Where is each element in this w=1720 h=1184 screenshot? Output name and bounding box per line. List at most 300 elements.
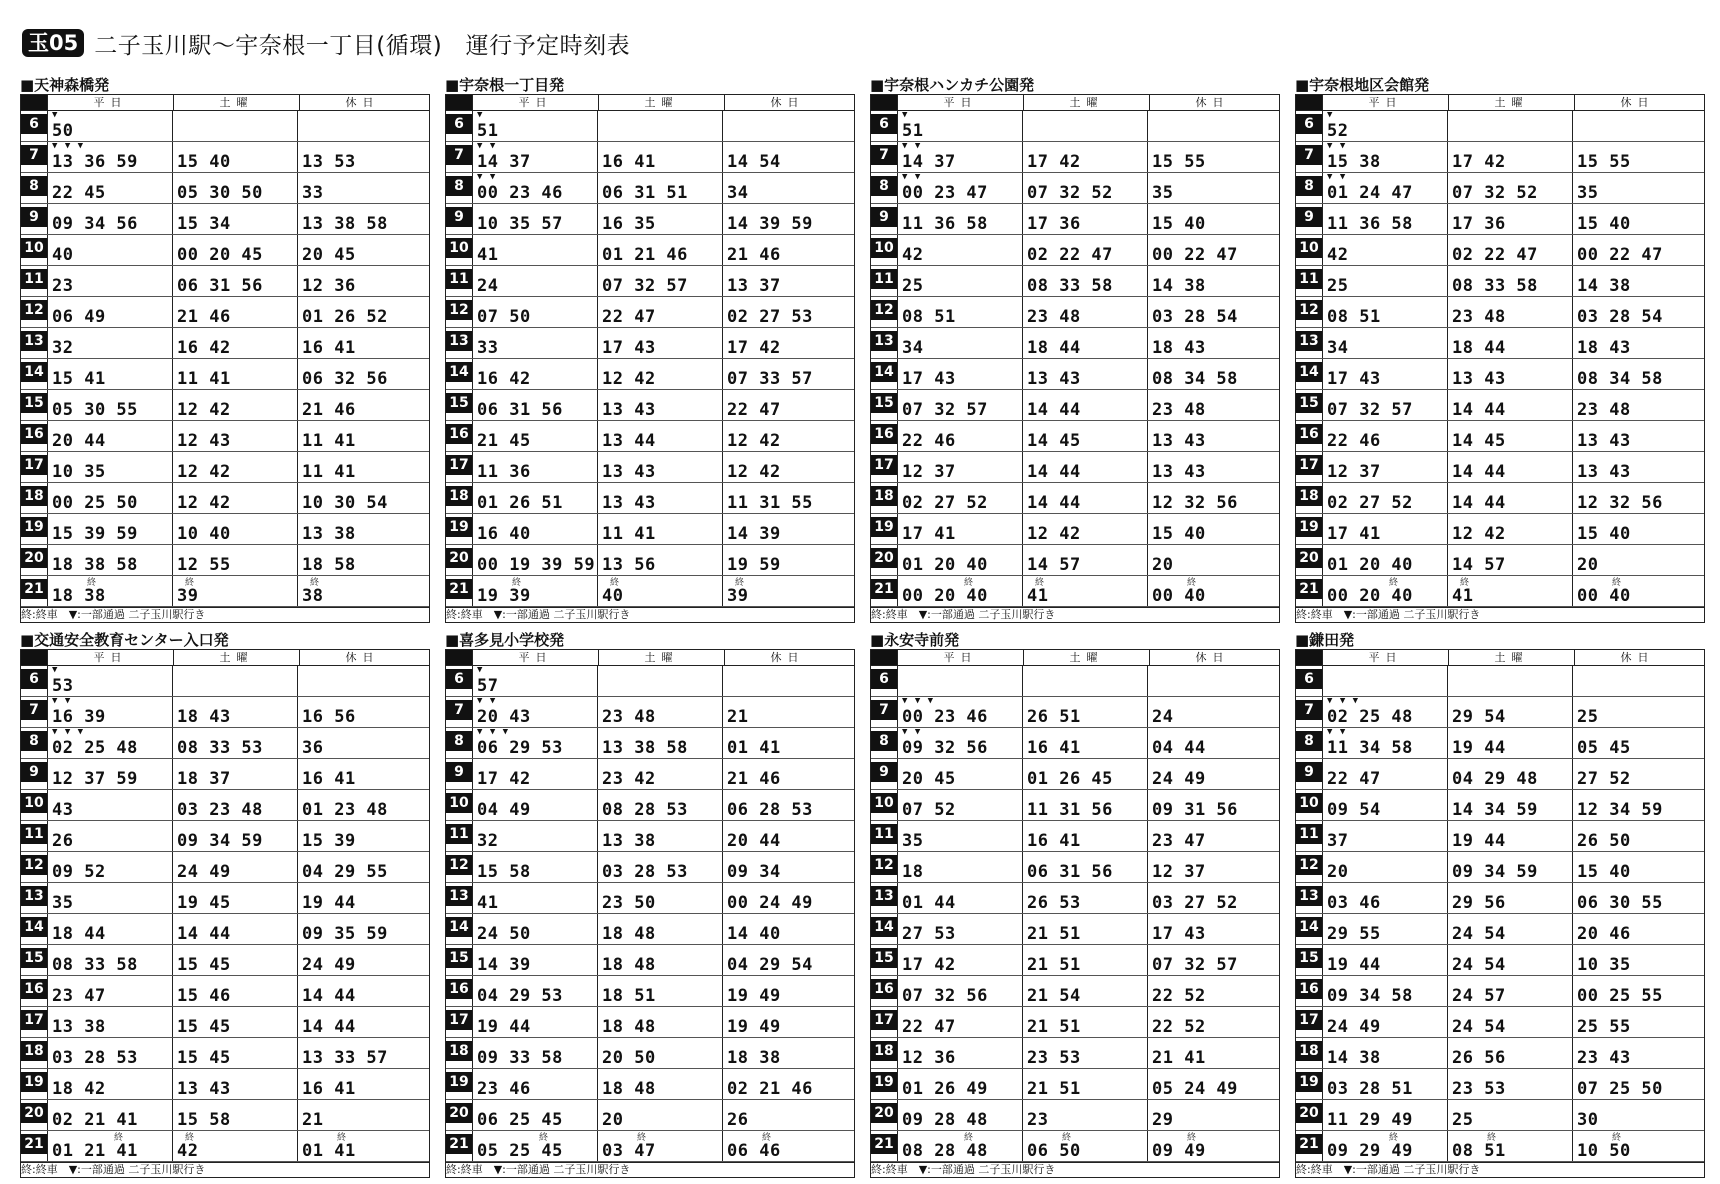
departure-minutes	[1447, 759, 1572, 789]
hour-label: 17	[871, 455, 897, 475]
minutes-text: 00 19 39 59	[477, 555, 596, 575]
stop-name: ■宇奈根ハンカチ公園発	[870, 76, 1035, 94]
hour-label: 18	[871, 1041, 897, 1061]
minutes-text: 18 48	[602, 1079, 656, 1099]
hour-label: 14	[1296, 362, 1322, 382]
minutes-text: 00 20 40	[902, 586, 988, 606]
minutes-text: 17 41	[902, 524, 956, 544]
last-bus-mark: 終	[114, 1133, 124, 1143]
hour-row	[1296, 728, 1704, 759]
departure-minutes	[47, 142, 172, 172]
departure-minutes	[597, 697, 722, 727]
hour-row	[21, 728, 429, 759]
minutes-text: 01 21 41	[52, 1141, 138, 1161]
departure-minutes	[172, 852, 297, 882]
minutes-text: 12 42	[177, 400, 231, 420]
departure-minutes	[722, 328, 847, 358]
minutes-text: 22 47	[902, 1017, 956, 1037]
hour-row	[1296, 359, 1704, 390]
minutes-text: 01 23 48	[302, 800, 388, 820]
partial-route-mark: ▼ ▼ ▼	[52, 728, 85, 737]
column-header-row	[21, 95, 429, 111]
minutes-text: 25	[902, 276, 924, 296]
minutes-text: 18 43	[1577, 338, 1631, 358]
partial-route-mark: ▼	[902, 111, 909, 120]
minutes-text: 22 47	[727, 400, 781, 420]
minutes-text: 15 46	[177, 986, 231, 1006]
minutes-text: 16 41	[1027, 738, 1081, 758]
minutes-text: 18 38	[52, 586, 106, 606]
hour-label: 11	[446, 824, 472, 844]
minutes-text: 25	[1327, 276, 1349, 296]
stop-name: ■宇奈根一丁目発	[445, 76, 565, 94]
hour-label: 16	[21, 979, 47, 999]
minutes-text: 50	[52, 121, 74, 141]
hour-row	[446, 1007, 854, 1038]
departure-minutes	[1022, 452, 1147, 482]
departure-minutes	[172, 1131, 297, 1161]
departure-minutes	[47, 790, 172, 820]
minutes-text: 13 36 59	[52, 152, 138, 172]
minutes-text: 17 42	[1027, 152, 1081, 172]
hour-label: 14	[871, 917, 897, 937]
minutes-text: 39	[177, 586, 199, 606]
hour-label: 12	[446, 300, 472, 320]
minutes-text: 12 42	[1027, 524, 1081, 544]
minutes-text: 15 41	[52, 369, 106, 389]
hour-label: 8	[446, 176, 472, 196]
hour-row	[446, 821, 854, 852]
departure-minutes	[1572, 914, 1697, 944]
minutes-text: 14 37	[477, 152, 531, 172]
departure-minutes	[297, 359, 422, 389]
footnote: 終:終車 ▼:一部通過 二子玉川駅行き	[1296, 1162, 1704, 1177]
hour-label: 17	[21, 1010, 47, 1030]
minutes-text: 20 46	[1577, 924, 1631, 944]
minutes-text: 14 39	[477, 955, 531, 975]
minutes-text: 12 32 56	[1152, 493, 1238, 513]
departure-minutes	[297, 111, 422, 141]
hour-label: 10	[1296, 793, 1322, 813]
last-bus-mark: 終	[610, 578, 620, 588]
hour-row	[21, 914, 429, 945]
minutes-text: 02 27 52	[1327, 493, 1413, 513]
departure-minutes	[1447, 1131, 1572, 1161]
departure-minutes	[47, 576, 172, 606]
hour-row	[446, 728, 854, 759]
column-header: 休日	[724, 95, 850, 110]
hour-row	[1296, 204, 1704, 235]
departure-minutes	[297, 666, 422, 696]
departure-minutes	[1147, 883, 1272, 913]
column-header: 休日	[1149, 650, 1275, 665]
minutes-text: 15 55	[1577, 152, 1631, 172]
departure-minutes	[1572, 666, 1697, 696]
departure-minutes	[722, 1069, 847, 1099]
minutes-text: 08 28 48	[902, 1141, 988, 1161]
departure-minutes	[47, 173, 172, 203]
hour-label: 7	[446, 700, 472, 720]
minutes-text: 06 28 53	[727, 800, 813, 820]
departure-minutes	[297, 728, 422, 758]
departure-minutes	[297, 1100, 422, 1130]
partial-route-mark: ▼ ▼	[477, 697, 497, 706]
departure-minutes	[47, 266, 172, 296]
departure-minutes	[1572, 697, 1697, 727]
minutes-text: 33	[302, 183, 324, 203]
departure-minutes	[1572, 297, 1697, 327]
stop-name: ■交通安全教育センター入口発	[20, 631, 229, 649]
departure-minutes	[47, 852, 172, 882]
departure-minutes	[1447, 421, 1572, 451]
minutes-text: 23 43	[1577, 1048, 1631, 1068]
stop-panel	[445, 76, 855, 621]
hour-header	[446, 95, 472, 110]
column-header: 土曜	[598, 95, 724, 110]
departure-minutes	[722, 266, 847, 296]
departure-minutes	[297, 576, 422, 606]
minutes-text: 19 44	[1327, 955, 1381, 975]
hour-row	[21, 883, 429, 914]
minutes-text: 17 43	[1152, 924, 1206, 944]
departure-minutes	[472, 142, 597, 172]
departure-minutes	[472, 852, 597, 882]
hour-row	[1296, 111, 1704, 142]
departure-minutes	[597, 914, 722, 944]
hour-row	[446, 514, 854, 545]
minutes-text: 24 49	[1327, 1017, 1381, 1037]
hour-row	[1296, 1131, 1704, 1162]
hour-label: 21	[21, 1134, 47, 1154]
departure-minutes	[1147, 666, 1272, 696]
departure-minutes	[1447, 883, 1572, 913]
minutes-text: 15 45	[177, 955, 231, 975]
departure-minutes	[1447, 390, 1572, 420]
last-bus-mark: 終	[1460, 578, 1470, 588]
hour-label: 12	[1296, 855, 1322, 875]
departure-minutes	[1147, 266, 1272, 296]
departure-minutes	[1447, 666, 1572, 696]
departure-minutes	[1022, 297, 1147, 327]
hour-label: 20	[1296, 1103, 1322, 1123]
minutes-text: 29 54	[1452, 707, 1506, 727]
departure-minutes	[47, 1007, 172, 1037]
departure-minutes	[1572, 576, 1697, 606]
minutes-text: 18 38	[727, 1048, 781, 1068]
departure-minutes	[1572, 359, 1697, 389]
departure-minutes	[597, 1131, 722, 1161]
minutes-text: 21 46	[727, 769, 781, 789]
departure-minutes	[172, 914, 297, 944]
hour-label: 7	[446, 145, 472, 165]
hour-row	[871, 759, 1279, 790]
hour-label: 10	[871, 793, 897, 813]
minutes-text: 20 45	[902, 769, 956, 789]
departure-minutes	[472, 421, 597, 451]
minutes-text: 14 38	[1577, 276, 1631, 296]
departure-minutes	[1147, 111, 1272, 141]
departure-minutes	[47, 728, 172, 758]
departure-minutes	[1572, 945, 1697, 975]
hour-row	[446, 421, 854, 452]
departure-minutes	[1022, 728, 1147, 758]
departure-minutes	[1322, 821, 1447, 851]
departure-minutes	[897, 914, 1022, 944]
hour-label: 19	[446, 517, 472, 537]
stop-panel	[1295, 76, 1705, 621]
stop-panel	[20, 631, 430, 1176]
departure-minutes	[172, 111, 297, 141]
hour-label: 10	[871, 238, 897, 258]
minutes-text: 03 28 54	[1577, 307, 1663, 327]
minutes-text: 07 50	[477, 307, 531, 327]
departure-minutes	[472, 266, 597, 296]
minutes-text: 07 32 57	[902, 400, 988, 420]
hour-label: 20	[871, 548, 897, 568]
minutes-text: 01 26 51	[477, 493, 563, 513]
hour-label: 11	[21, 269, 47, 289]
minutes-text: 15 45	[177, 1048, 231, 1068]
minutes-text: 24	[1152, 707, 1174, 727]
stop-panel	[20, 76, 430, 621]
departure-minutes	[1447, 821, 1572, 851]
hour-row	[446, 297, 854, 328]
minutes-text: 10 40	[177, 524, 231, 544]
departure-minutes	[597, 576, 722, 606]
footnote: 終:終車 ▼:一部通過 二子玉川駅行き	[21, 607, 429, 622]
departure-minutes	[1572, 452, 1697, 482]
hour-row	[446, 697, 854, 728]
hour-row	[446, 545, 854, 576]
minutes-text: 09 35 59	[302, 924, 388, 944]
hour-row	[1296, 421, 1704, 452]
last-bus-mark: 終	[1389, 1133, 1399, 1143]
hour-label: 21	[446, 1134, 472, 1154]
partial-route-mark: ▼ ▼	[477, 142, 497, 151]
departure-minutes	[1322, 759, 1447, 789]
route-badge: 玉05	[22, 29, 84, 57]
departure-minutes	[1022, 883, 1147, 913]
hour-row	[21, 790, 429, 821]
minutes-text: 00 22 47	[1152, 245, 1238, 265]
minutes-text: 01 41	[302, 1141, 356, 1161]
minutes-text: 13 53	[302, 152, 356, 172]
hour-label: 13	[1296, 331, 1322, 351]
hour-row	[446, 111, 854, 142]
departure-minutes	[472, 821, 597, 851]
minutes-text: 34	[902, 338, 924, 358]
minutes-text: 29 56	[1452, 893, 1506, 913]
minutes-text: 10 35 57	[477, 214, 563, 234]
departure-minutes	[597, 1069, 722, 1099]
minutes-text: 02 27 53	[727, 307, 813, 327]
departure-minutes	[897, 883, 1022, 913]
minutes-text: 06 31 56	[177, 276, 263, 296]
minutes-text: 23 46	[477, 1079, 531, 1099]
hour-row	[871, 421, 1279, 452]
hour-row	[21, 204, 429, 235]
hour-header	[871, 95, 897, 110]
stop-name: ■永安寺前発	[870, 631, 960, 649]
departure-minutes	[1322, 173, 1447, 203]
departure-minutes	[1147, 204, 1272, 234]
hour-row	[21, 266, 429, 297]
minutes-text: 00 40	[1152, 586, 1206, 606]
minutes-text: 34	[1327, 338, 1349, 358]
departure-minutes	[472, 359, 597, 389]
minutes-text: 20 44	[52, 431, 106, 451]
departure-minutes	[597, 111, 722, 141]
hour-label: 11	[871, 824, 897, 844]
minutes-text: 05 30 55	[52, 400, 138, 420]
departure-minutes	[47, 914, 172, 944]
hour-label: 21	[446, 579, 472, 599]
departure-minutes	[1022, 576, 1147, 606]
timetable	[20, 94, 430, 623]
departure-minutes	[172, 266, 297, 296]
minutes-text: 24	[477, 276, 499, 296]
minutes-text: 12 42	[727, 431, 781, 451]
departure-minutes	[47, 759, 172, 789]
minutes-text: 00 24 49	[727, 893, 813, 913]
minutes-text: 23	[52, 276, 74, 296]
departure-minutes	[1572, 1038, 1697, 1068]
minutes-text: 15 45	[177, 1017, 231, 1037]
last-bus-mark: 終	[964, 578, 974, 588]
departure-minutes	[1572, 821, 1697, 851]
minutes-text: 03 27 52	[1152, 893, 1238, 913]
departure-minutes	[722, 297, 847, 327]
departure-minutes	[472, 1131, 597, 1161]
hour-row	[871, 328, 1279, 359]
departure-minutes	[1447, 204, 1572, 234]
hour-row	[446, 883, 854, 914]
hour-row	[21, 297, 429, 328]
minutes-text: 19 49	[727, 1017, 781, 1037]
hour-row	[21, 1131, 429, 1162]
column-header: 休日	[1149, 95, 1275, 110]
departure-minutes	[1447, 728, 1572, 758]
footnote: 終:終車 ▼:一部通過 二子玉川駅行き	[446, 607, 854, 622]
departure-minutes	[1322, 790, 1447, 820]
minutes-text: 04 44	[1152, 738, 1206, 758]
minutes-text: 34	[727, 183, 749, 203]
minutes-text: 15 40	[1152, 524, 1206, 544]
minutes-text: 10 35	[52, 462, 106, 482]
minutes-text: 09 34	[727, 862, 781, 882]
departure-minutes	[472, 883, 597, 913]
departure-minutes	[1572, 328, 1697, 358]
column-header: 平日	[1322, 650, 1448, 665]
minutes-text: 13 43	[602, 400, 656, 420]
hour-label: 7	[21, 700, 47, 720]
departure-minutes	[1322, 666, 1447, 696]
minutes-text: 21 51	[1027, 924, 1081, 944]
departure-minutes	[172, 1069, 297, 1099]
hour-row	[1296, 452, 1704, 483]
departure-minutes	[172, 545, 297, 575]
hour-row	[21, 142, 429, 173]
hour-row	[446, 790, 854, 821]
hour-row	[446, 666, 854, 697]
departure-minutes	[597, 452, 722, 482]
minutes-text: 03 47	[602, 1141, 656, 1161]
departure-minutes	[1572, 728, 1697, 758]
minutes-text: 05 25 45	[477, 1141, 563, 1161]
departure-minutes	[1322, 421, 1447, 451]
minutes-text: 01 26 49	[902, 1079, 988, 1099]
departure-minutes	[897, 728, 1022, 758]
minutes-text: 14 44	[1027, 400, 1081, 420]
hour-label: 6	[21, 669, 47, 689]
departure-minutes	[472, 945, 597, 975]
departure-minutes	[722, 790, 847, 820]
minutes-text: 13 43	[1027, 369, 1081, 389]
departure-minutes	[1147, 359, 1272, 389]
departure-minutes	[172, 142, 297, 172]
minutes-text: 13 43	[1152, 431, 1206, 451]
minutes-text: 25 55	[1577, 1017, 1631, 1037]
hour-label: 21	[21, 579, 47, 599]
departure-minutes	[297, 545, 422, 575]
hour-row	[1296, 142, 1704, 173]
departure-minutes	[1022, 328, 1147, 358]
hour-label: 21	[1296, 579, 1322, 599]
departure-minutes	[1322, 545, 1447, 575]
hour-row	[871, 728, 1279, 759]
partial-route-mark: ▼ ▼	[902, 728, 922, 737]
minutes-text: 04 49	[477, 800, 531, 820]
minutes-text: 24 49	[302, 955, 356, 975]
departure-minutes	[1322, 328, 1447, 358]
departure-minutes	[297, 297, 422, 327]
minutes-text: 15 40	[1577, 524, 1631, 544]
minutes-text: 06 29 53	[477, 738, 563, 758]
departure-minutes	[897, 235, 1022, 265]
departure-minutes	[722, 359, 847, 389]
hour-label: 18	[446, 1041, 472, 1061]
hour-row	[871, 1007, 1279, 1038]
hour-row	[871, 852, 1279, 883]
departure-minutes	[297, 328, 422, 358]
last-bus-mark: 終	[539, 1133, 549, 1143]
minutes-text: 23 47	[1152, 831, 1206, 851]
hour-row	[1296, 328, 1704, 359]
departure-minutes	[1022, 759, 1147, 789]
minutes-text: 14 44	[302, 1017, 356, 1037]
minutes-text: 02 25 48	[52, 738, 138, 758]
hour-label: 11	[446, 269, 472, 289]
minutes-text: 04 29 53	[477, 986, 563, 1006]
minutes-text: 16 35	[602, 214, 656, 234]
departure-minutes	[172, 235, 297, 265]
minutes-text: 43	[52, 800, 74, 820]
minutes-text: 23 42	[602, 769, 656, 789]
minutes-text: 02 27 52	[902, 493, 988, 513]
partial-route-mark: ▼	[52, 111, 59, 120]
hour-row	[1296, 1069, 1704, 1100]
departure-minutes	[172, 297, 297, 327]
minutes-text: 39	[727, 586, 749, 606]
hour-row	[446, 1069, 854, 1100]
minutes-text: 35	[902, 831, 924, 851]
departure-minutes	[722, 852, 847, 882]
departure-minutes	[472, 1100, 597, 1130]
hour-label: 7	[21, 145, 47, 165]
departure-minutes	[722, 576, 847, 606]
minutes-text: 16 56	[302, 707, 356, 727]
minutes-text: 06 30 55	[1577, 893, 1663, 913]
